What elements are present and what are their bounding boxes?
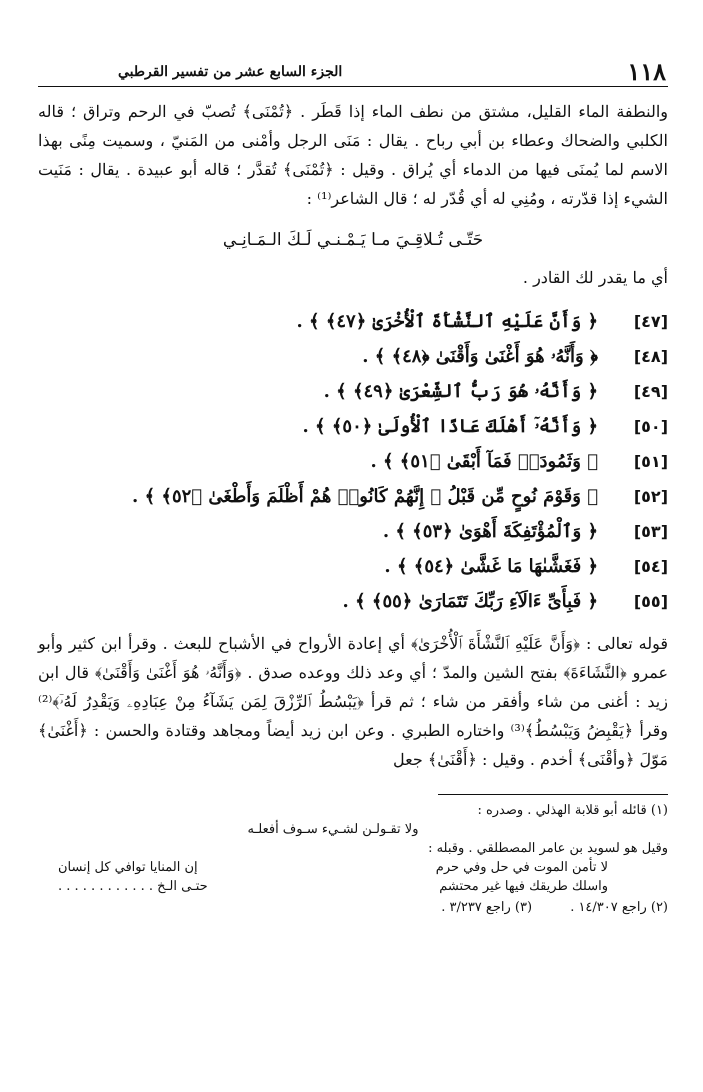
footnote-1-verse-3 xyxy=(38,877,668,896)
verse-number: [٥٥] xyxy=(633,592,668,611)
verse-number: [٥٤] xyxy=(633,557,668,576)
footnote-verse-right: واسلك طريقك فيها غير محتشم xyxy=(439,879,608,894)
verse-list xyxy=(38,304,668,619)
verse-text: ﴿ وَأَنَّهُۥ هُوَ أَغْنَىٰ وَأَقْنَىٰ ﴿٤٨﴾ ﴾ . xyxy=(362,346,598,367)
page-number: ١١٨ xyxy=(627,57,666,86)
verse-number: [٥٢] xyxy=(633,487,668,506)
footnotes xyxy=(38,801,668,917)
footnote-2: (٢) راجع ١٤/٣٠٧ . xyxy=(570,900,668,915)
page xyxy=(38,52,668,917)
verse-53 xyxy=(38,514,668,549)
verse-text: ﴿ وَأَنَّ عَلَيْهِ ٱلنَّشْأَةَ ٱلْأُخْرَىٰ ﴿٤٧﴾ ﴾ . xyxy=(296,311,598,332)
poem-line: حَتّـى تُـلاقِـيَ مـا يَـمْـنـي لَـكَ الـمَـانِـي xyxy=(222,230,484,250)
verse-number: [٥٣] xyxy=(633,522,668,541)
footnote-1-intro: (١) قائله أبو قلابة الهذلي . وصدره : xyxy=(477,803,668,818)
verse-54 xyxy=(38,549,668,584)
verse-text: ﴿ فَبِأَىِّ ءَالَآءِ رَبِّكَ تَتَمَارَىٰ ﴿٥٥﴾ ﴾ . xyxy=(342,591,598,612)
verse-47 xyxy=(38,304,668,339)
footnote-divider xyxy=(438,794,668,795)
verse-52 xyxy=(38,479,668,514)
footnote-verse-hemistich: ولا تقـولـن لشـيء سـوف أفعلـه xyxy=(247,822,419,837)
verse-number: [٥٠] xyxy=(633,417,668,436)
footnote-verse-left: إن المنايا توافي كل إنسان xyxy=(58,860,198,875)
footnote-3: (٣) راجع ٣/٢٣٧ . xyxy=(441,900,533,915)
verse-50 xyxy=(38,409,668,444)
footnote-verse-right: لا تأمن الموت في حل وفي حرم xyxy=(435,860,608,875)
footnote-1-alt: وقيل هو لسويد بن عامر المصطلقي . وقبله : xyxy=(428,841,668,856)
running-title: الجزء السابع عشر من تفسير القرطبي xyxy=(118,64,343,80)
verse-number: [٤٧] xyxy=(633,312,668,331)
verse-number: [٤٨] xyxy=(633,347,668,366)
footnote-refs xyxy=(38,898,668,917)
page-header xyxy=(38,52,668,87)
verse-55 xyxy=(38,584,668,619)
verse-48 xyxy=(38,339,668,374)
verse-text: ﴿ وَقَوْمَ نُوحٍ مِّن قَبْلُ ۖ إِنَّهُمْ كَانُوا۟ هُمْ أَظْلَمَ وَأَطْغَىٰ ﴿٥٢﴾ ﴾ . xyxy=(132,486,598,507)
verse-text: ﴿ وَثَمُودَا۟ فَمَآ أَبْقَىٰ ﴿٥١﴾ ﴾ . xyxy=(370,451,598,472)
verse-number: [٤٩] xyxy=(633,382,668,401)
verse-text: ﴿ وَٱلْمُؤْتَفِكَةَ أَهْوَىٰ ﴿٥٣﴾ ﴾ . xyxy=(382,521,598,542)
footnote-1-verse-2 xyxy=(38,858,668,877)
verse-49 xyxy=(38,374,668,409)
verse-text: ﴿ فَغَشَّىٰهَا مَا غَشَّىٰ ﴿٥٤﴾ ﴾ . xyxy=(384,556,598,577)
verse-51 xyxy=(38,444,668,479)
verse-number: [٥١] xyxy=(633,452,668,471)
commentary-paragraph: قوله تعالى : ﴿وَأَنَّ عَلَيْهِ ٱلنَّشْأَةَ ٱلْأُخْرَىٰ﴾ أي إعادة الأرواح في الأشباح للبعث . وقرأ ابن كثير وأبو عمرو ﴿النَّشَاءَةَ﴾ بفتح الشين والمدّ ؛ أي وعد ذلك ووعده صدق . ﴿وَأَنَّهُۥ هُوَ أَغْنَىٰ وَأَقْنَىٰ﴾ قال ابن زيد : أغنى من شاء وأفقر من شاء ؛ ثم قرأ ﴿يَبْسُطُ ٱلرِّزْقَ لِمَن يَشَآءُ مِنْ عِبَادِهِۦ وَيَقْدِرُ لَهُۥٓ﴾⁽²⁾ وقرأ ﴿يَقْبِضُ وَيَبْسُطُ﴾⁽³⁾ واختاره الطبري . وعن ابن زيد أيضاً ومجاهد وقتادة والحسن : ﴿أَغْنَىٰ﴾ مَوّلَ ﴿وأقْنَى﴾ أخدم . وقيل : ﴿أَقْنَىٰ﴾ جعل xyxy=(38,634,668,769)
verse-text: ﴿ وَأَنَّهُۥ هُوَ رَبُّ ٱلشِّعْرَىٰ ﴿٤٩﴾ ﴾ . xyxy=(323,381,598,402)
verse-text: ﴿ وَأَنَّهُۥٓ أَهْلَكَ عَادًا ٱلْأُولَىٰ ﴿٥٠﴾ ﴾ . xyxy=(302,416,598,437)
paragraph-after-poem: أي ما يقدر لك القادر . xyxy=(522,268,668,287)
paragraph-intro: والنطفة الماء القليل، مشتق من نطف الماء إذا قَطَر . ﴿تُمْنَى﴾ تُصبّ في الرحم وتراق ؛ قاله الكلبي والضحاك وعطاء بن أبي رباح . يقال : مَنَى الرجل وأمْنى من المَنيّ ، وسميت مِنًى بهذا الاسم لما يُمنَى فيها من الدماء أي يُراق . وقيل : ﴿تُمْنَى﴾ تُقدَّر ؛ قاله أبو عبيدة . يقال : مَنَيت الشيء إذا قدّرته ، ومُنِي له أي قُدّر له ؛ قال الشاعر⁽¹⁾ : xyxy=(38,102,668,208)
footnote-verse-left: حتـى الـخ . . . . . . . . . . . . xyxy=(58,879,208,894)
footnote-1-verse xyxy=(38,820,668,839)
